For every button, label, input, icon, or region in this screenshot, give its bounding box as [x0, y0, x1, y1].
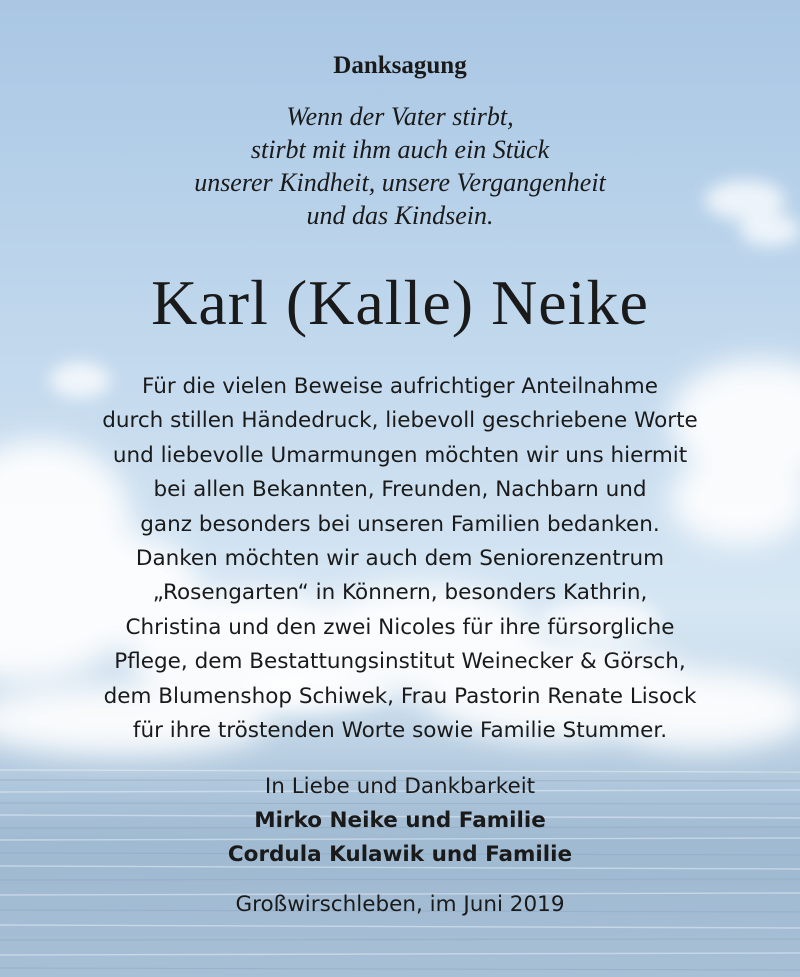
deceased-name: Karl (Kalle) Neike: [151, 267, 649, 338]
place-date: Großwirschleben, im Juni 2019: [235, 892, 565, 917]
poem: [0, 100, 800, 232]
text-line: Pflege, dem Bestattungsinstitut Weinecker & Görsch,: [114, 649, 686, 675]
text-line: Für die vielen Beweise aufrichtiger Anteilnahme: [142, 374, 658, 399]
text-line: „Rosengarten“ in Könnern, besonders Kathrin,: [152, 580, 648, 606]
signer: Mirko Neike und Familie: [254, 808, 546, 833]
text-line: ganz besonders bei unseren Familien bedanken.: [140, 511, 660, 537]
closing: [0, 770, 800, 872]
text-line: dem Blumenshop Schiwek, Frau Pastorin Renate Lisock: [103, 683, 697, 709]
poem-line: und das Kindsein.: [306, 201, 494, 230]
heading: Danksagung: [333, 52, 467, 79]
signer: Cordula Kulawik und Familie: [227, 842, 573, 867]
closing-line: In Liebe und Dankbarkeit: [264, 774, 536, 799]
text-line: Danken möchten wir auch dem Seniorenzentrum: [135, 546, 665, 572]
text-line: bei allen Bekannten, Freunden, Nachbarn und: [153, 477, 647, 503]
text-line: für ihre tröstenden Worte sowie Familie Stummer.: [132, 718, 668, 744]
text-line: durch stillen Händedruck, liebevoll geschriebene Worte: [102, 408, 698, 434]
text-line: Christina und den zwei Nicoles für ihre fürsorgliche: [125, 614, 675, 640]
text-line: und liebevolle Umarmungen möchten wir uns hiermit: [112, 442, 688, 468]
thanks-text: [0, 370, 800, 748]
poem-line: stirbt mit ihm auch ein Stück: [250, 135, 550, 164]
poem-line: Wenn der Vater stirbt,: [286, 102, 514, 131]
poem-line: unserer Kindheit, unsere Vergangenheit: [194, 168, 606, 197]
